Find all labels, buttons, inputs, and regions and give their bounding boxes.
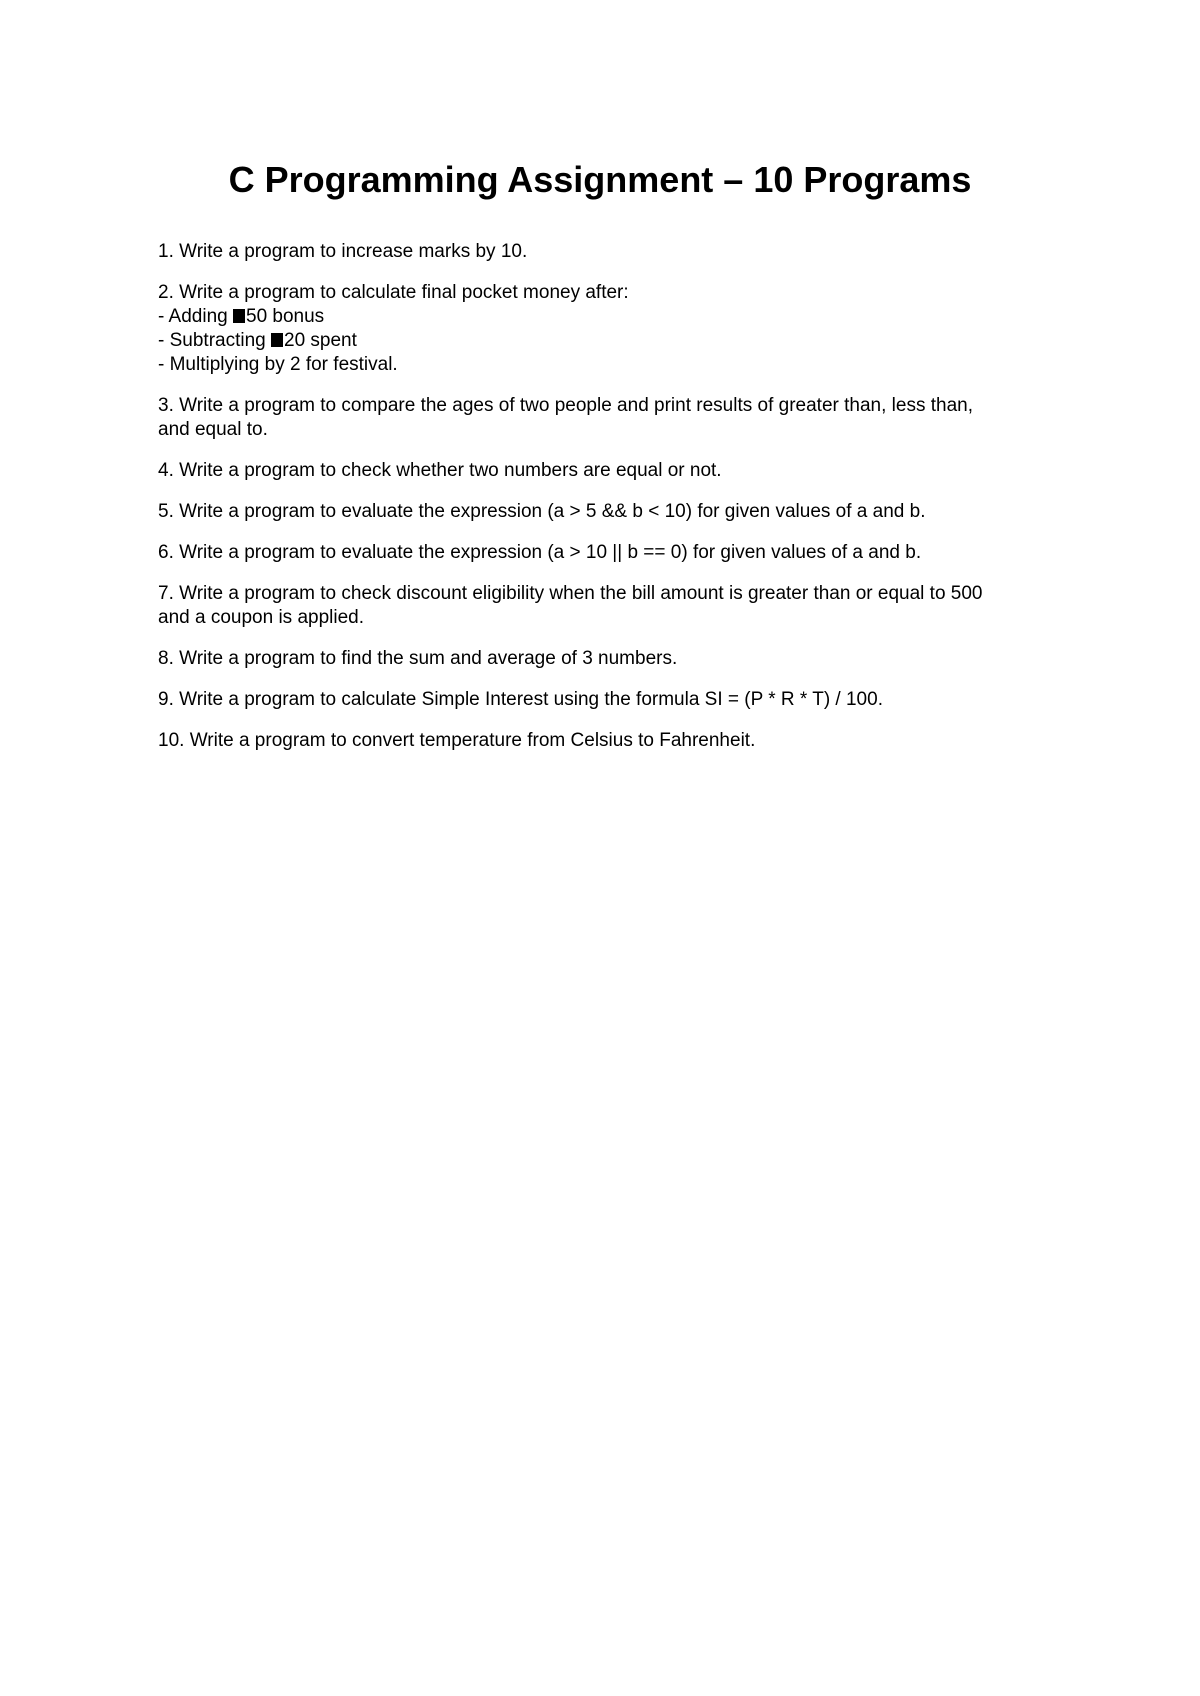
item-text: 8. Write a program to find the sum and average of 3 numbers. — [158, 648, 678, 669]
list-item — [158, 459, 1058, 483]
list-item — [158, 729, 1058, 753]
item-text-continued: and a coupon is applied. — [158, 607, 364, 628]
item-text: 4. Write a program to check whether two numbers are equal or not. — [158, 460, 722, 481]
sub-item-prefix: - Adding — [158, 306, 233, 327]
item-text: 2. Write a program to calculate final pocket money after: — [158, 282, 629, 303]
program-list — [158, 240, 1058, 770]
item-text: 10. Write a program to convert temperature from Celsius to Fahrenheit. — [158, 730, 756, 751]
list-item — [158, 394, 1058, 442]
item-text: 5. Write a program to evaluate the expression (a > 5 && b < 10) for given values of a and b. — [158, 501, 926, 522]
list-item — [158, 582, 1058, 630]
sub-item — [158, 329, 1058, 353]
item-text-continued: and equal to. — [158, 419, 268, 440]
list-item — [158, 500, 1058, 524]
list-item — [158, 541, 1058, 565]
list-item — [158, 688, 1058, 712]
currency-glyph-icon — [233, 309, 245, 323]
list-item — [158, 647, 1058, 671]
page-title: C Programming Assignment – 10 Programs — [228, 159, 972, 200]
list-item — [158, 281, 1058, 377]
sub-item-amount: 20 spent — [284, 330, 357, 351]
sub-item — [158, 305, 1058, 329]
sub-item-prefix: - Subtracting — [158, 330, 271, 351]
item-text: 3. Write a program to compare the ages of two people and print results of greater than, less than, — [158, 395, 973, 416]
item-text: 7. Write a program to check discount eligibility when the bill amount is greater than or equal to 500 — [158, 583, 983, 604]
item-text: 1. Write a program to increase marks by 10. — [158, 241, 528, 262]
sub-item-amount: 50 bonus — [246, 306, 325, 327]
currency-glyph-icon — [271, 333, 283, 347]
item-text: 9. Write a program to calculate Simple Interest using the formula SI = (P * R * T) / 100. — [158, 689, 883, 710]
item-text: 6. Write a program to evaluate the expression (a > 10 || b == 0) for given values of a and b. — [158, 542, 922, 563]
list-item — [158, 240, 1058, 264]
sub-item: - Multiplying by 2 for festival. — [158, 354, 398, 375]
